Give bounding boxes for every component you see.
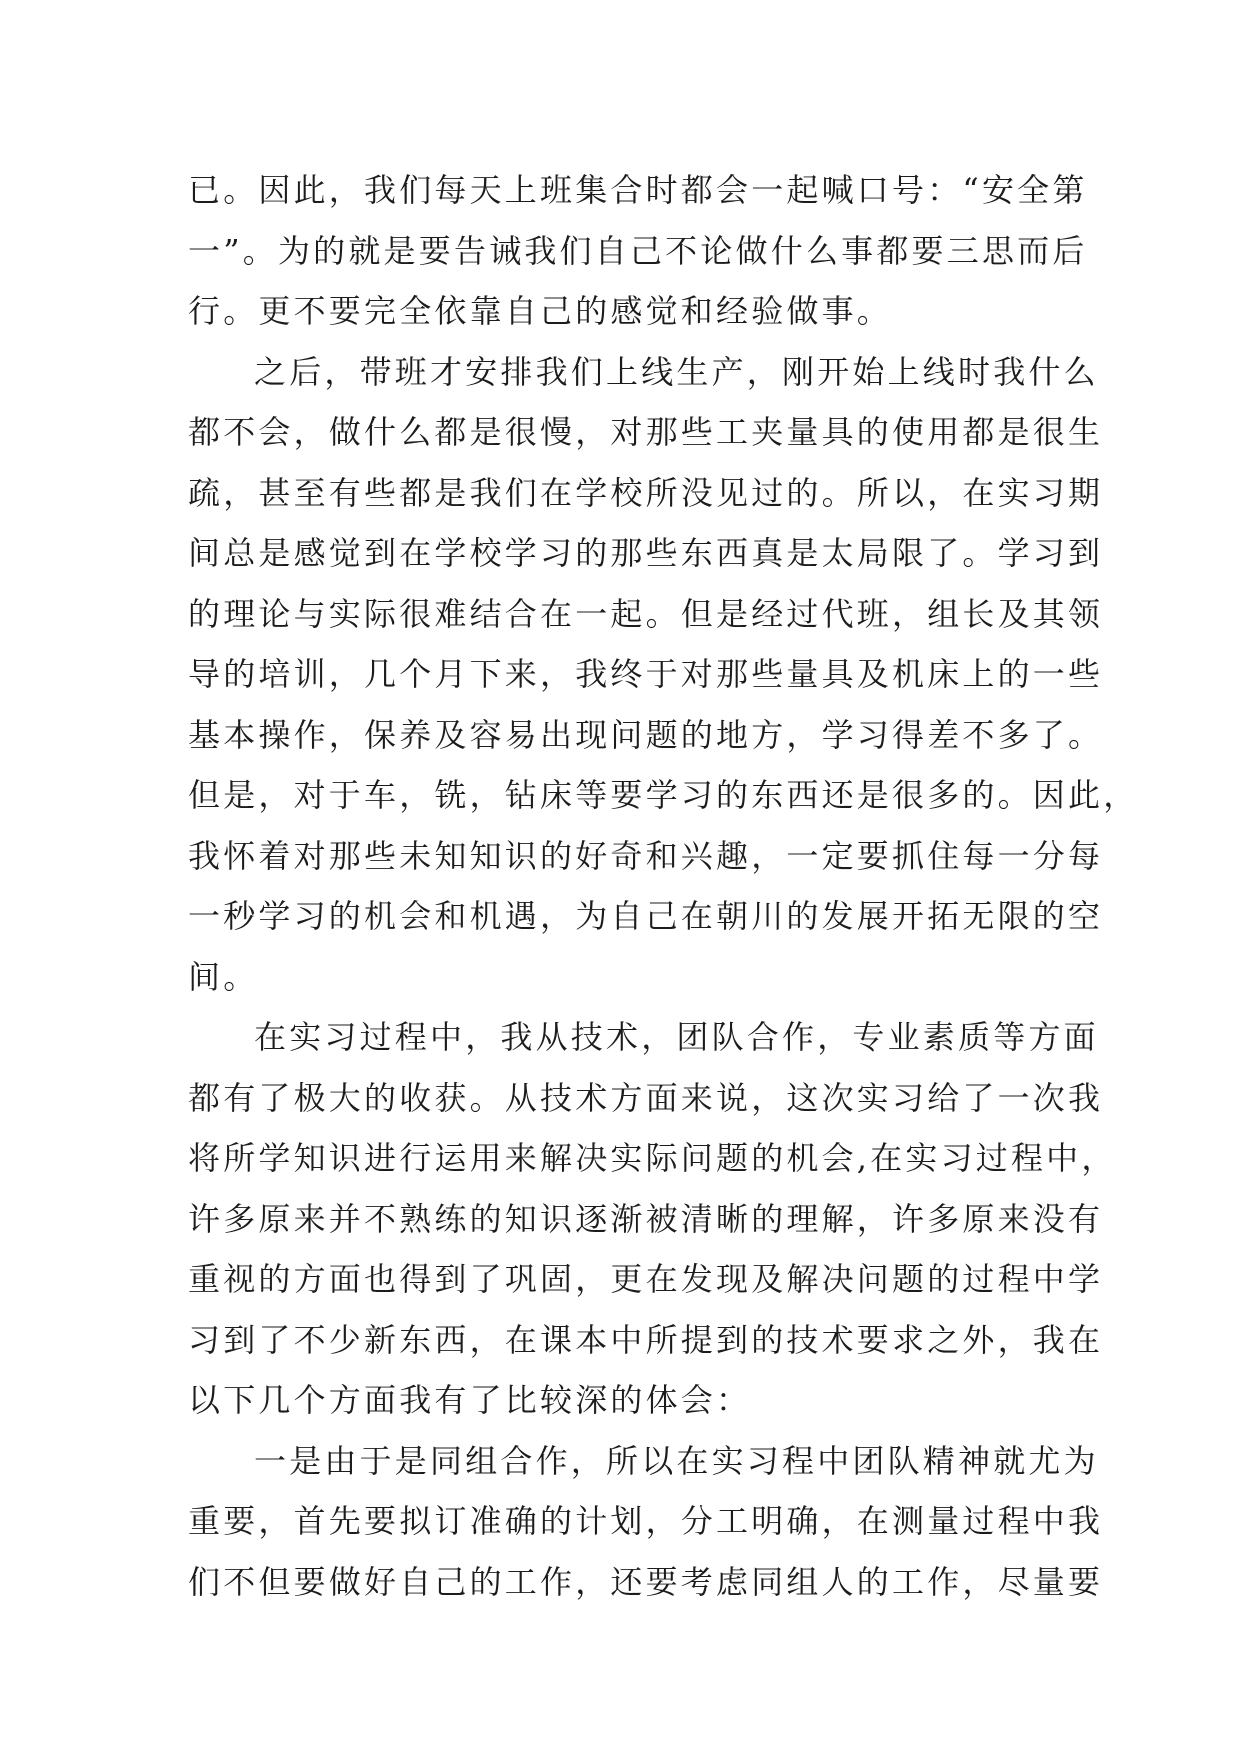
text-line: 许多原来并不熟练的知识逐渐被清晰的理解，许多原来没有 [188, 1199, 1104, 1238]
text-line: 重要，首先要拟订准确的计划，分工明确，在测量过程中我 [188, 1502, 1104, 1540]
text-line: 间。 [188, 957, 259, 996]
text-line: 疏，甚至有些都是我们在学校所没见过的。所以，在实习期 [188, 473, 1104, 512]
text-line: 但是，对于车，铣，钻床等要学习的东西还是很多的。因此， [188, 776, 1139, 814]
paragraph-start-line: 一是由于是同组合作，所以在实习程中团队精神就尤为 [254, 1441, 1099, 1480]
text-line: 们不但要做好自己的工作，还要考虑同组人的工作，尽量要 [188, 1562, 1104, 1601]
text-line: 都不会，做什么都是很慢，对那些工夹量具的使用都是很生 [188, 413, 1104, 451]
text-line: 重视的方面也得到了巩固，更在发现及解决问题的过程中学 [188, 1260, 1104, 1298]
text-line: 间总是感觉到在学校学习的那些东西真是太局限了。学习到 [188, 534, 1104, 572]
text-line: 基本操作，保养及容易出现问题的地方，学习得差不多了。 [188, 715, 1104, 754]
text-line: 将所学知识进行运用来解决实际问题的机会,在实习过程中， [188, 1139, 1117, 1177]
text-line: 都有了极大的收获。从技术方面来说，这次实习给了一次我 [188, 1078, 1104, 1117]
text-line: 导的培训，几个月下来，我终于对那些量具及机床上的一些 [188, 655, 1104, 693]
text-line: 我怀着对那些未知知识的好奇和兴趣，一定要抓住每一分每 [188, 836, 1104, 875]
paragraph-start-line: 之后，带班才安排我们上线生产，刚开始上线时我什么 [254, 352, 1099, 391]
body-text [188, 160, 1139, 1612]
text-line: 已。因此，我们每天上班集合时都会一起喊口号：“安全第 [188, 171, 1088, 209]
text-line: 习到了不少新东西，在课本中所提到的技术要求之外，我在 [188, 1320, 1104, 1359]
text-line: 的理论与实际很难结合在一起。但是经过代班，组长及其领 [188, 594, 1104, 633]
text-line: 以下几个方面我有了比较深的体会： [188, 1381, 752, 1419]
text-line: 行。更不要完全依靠自己的感觉和经验做事。 [188, 292, 893, 330]
text-line: 一”。为的就是要告诫我们自己不论做什么事都要三思而后 [188, 231, 1088, 270]
text-line: 一秒学习的机会和机遇，为自己在朝川的发展开拓无限的空 [188, 897, 1104, 935]
paragraph-start-line: 在实习过程中，我从技术，团队合作，专业素质等方面 [254, 1018, 1099, 1056]
